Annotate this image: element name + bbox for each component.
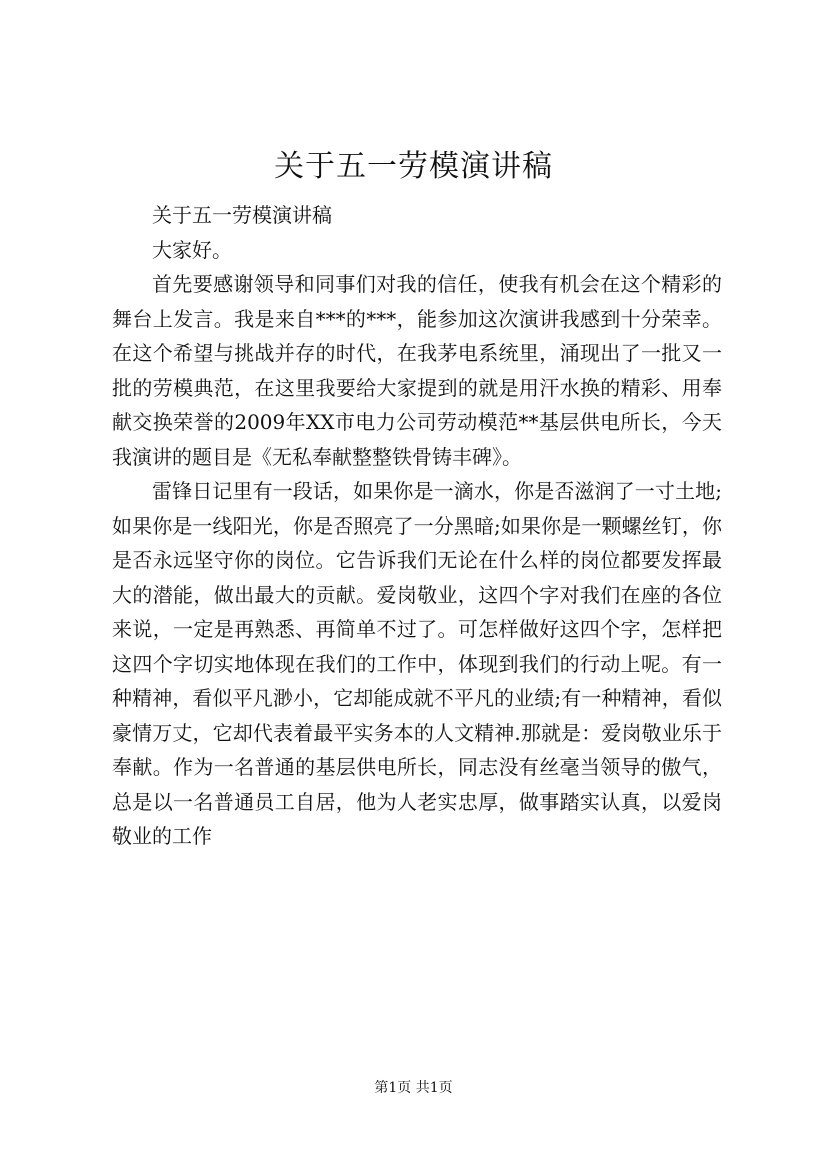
document-title: 关于五一劳模演讲稿	[274, 149, 553, 184]
paragraph-greeting: 大家好。	[152, 237, 232, 262]
page-footer: 第1页 共1页	[374, 1080, 453, 1096]
document-body	[112, 198, 722, 854]
paragraph-leifeng: 雷锋日记里有一段话，如果你是一滴水，你是否滋润了一寸土地;如果你是一线阳光，你是否照亮了一分黑暗;如果你是一颗螺丝钉，你是否永远坚守你的岗位。它告诉我们无论在什么样的岗位都要发挥最大的潜能，做出最大的贡献。爱岗敬业，这四个字对我们在座的各位来说，一定是再熟悉、再简单不过了。可怎样做好这四个字，怎样把这四个字切实地体现在我们的工作中，体现到我们的行动上呢。有一种精神，看似平凡渺小，它却能成就不平凡的业绩;有一种精神，看似豪情万丈，它却代表着最平实务本的人文精神.那就是：爱岗敬业乐于奉献。作为一名普通的基层供电所长，同志没有丝毫当领导的傲气，总是以一名普通员工自居，他为人老实忠厚，做事踏实认真，以爱岗敬业的工作	[112, 479, 722, 848]
paragraph-subtitle: 关于五一劳模演讲稿	[152, 203, 332, 227]
paragraph-introduction: 首先要感谢领导和同事们对我的信任，使我有机会在这个精彩的舞台上发言。我是来自***的***，能参加这次演讲我感到十分荣幸。在这个希望与挑战并存的时代，在我茅电系统里，涌现出了一批又一批的劳模典范，在这里我要给大家提到的就是用汗水换的精彩、用奉献交换荣誉的2009年XX市电力公司劳动模范**基层供电所长，今天我演讲的题目是《无私奉献整整铁骨铸丰碑》。	[112, 272, 722, 469]
